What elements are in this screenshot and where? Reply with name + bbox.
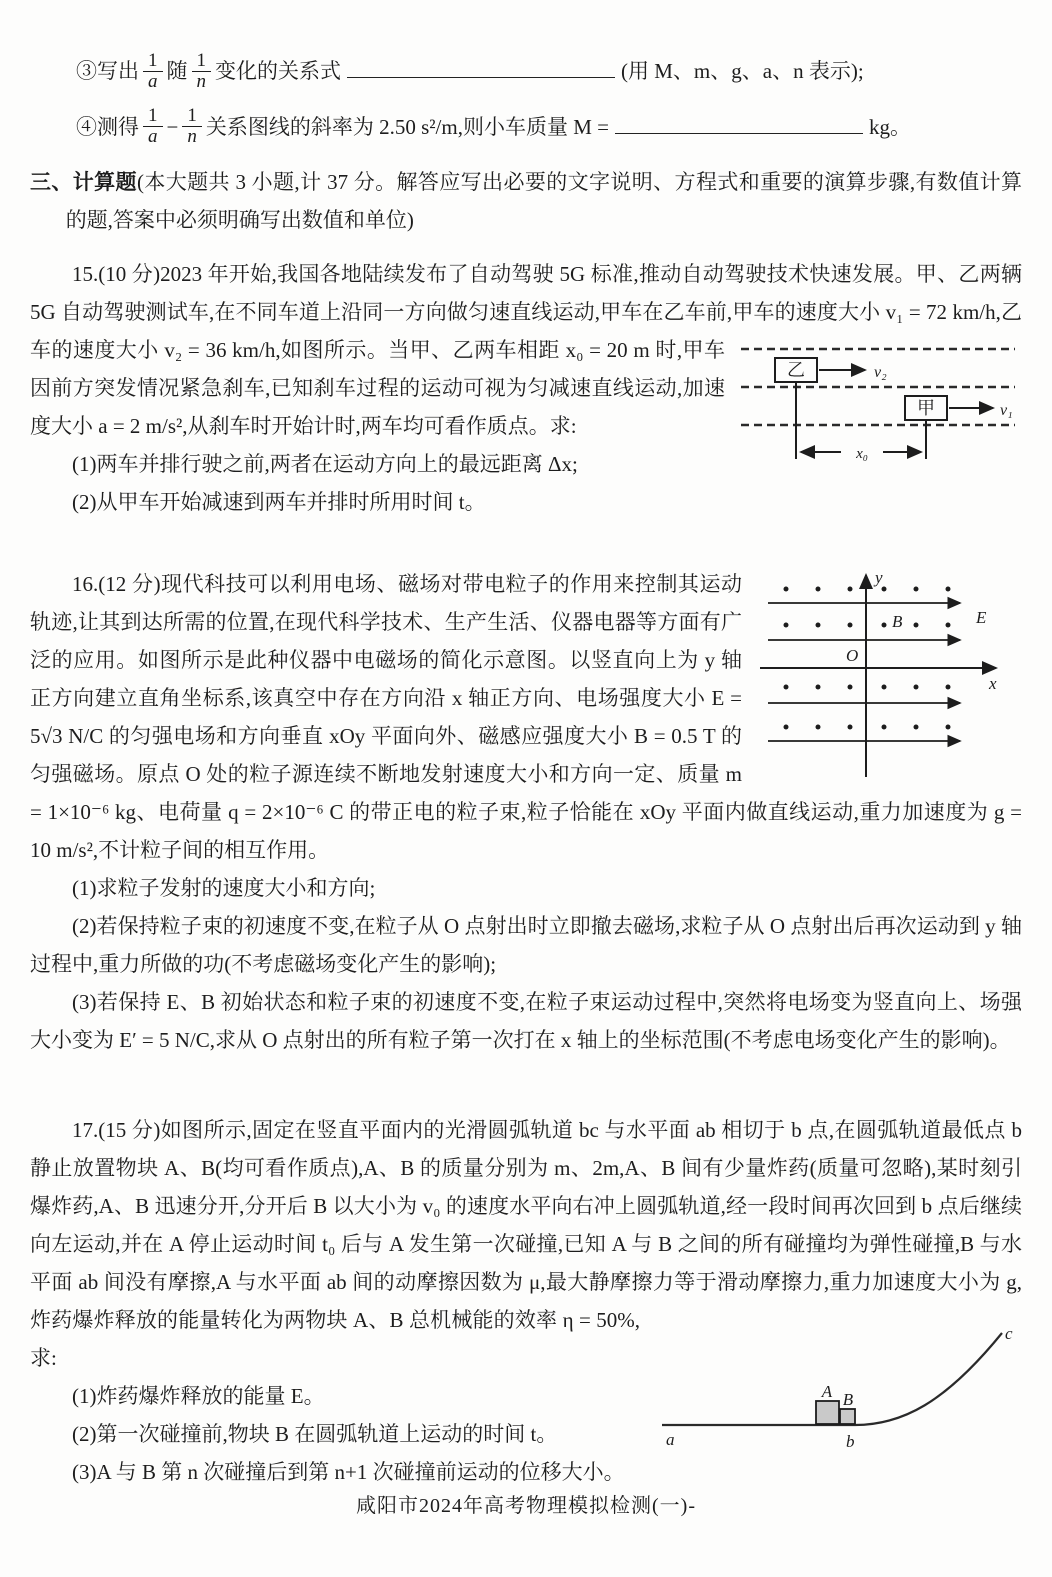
page-footer: 咸阳市2024年高考物理模拟检测(一)- <box>356 1495 696 1517</box>
q15-figure-container <box>737 335 1022 467</box>
question-16-body <box>30 565 1022 869</box>
field-diagram <box>754 565 1022 785</box>
section-label: 三、计算题 <box>30 170 137 195</box>
fraction-1-over-n: $\frac{1}{n}$ <box>182 106 202 147</box>
fraction-1-over-a: $\frac{1}{a}$ <box>143 106 163 147</box>
fraction-1-over-n: $\frac{1}{n}$ <box>192 51 212 92</box>
point-c-label: c <box>1005 1324 1013 1344</box>
answer-blank <box>615 115 863 134</box>
q16-figure-container <box>754 565 1022 785</box>
q16-subquestion-2: (2)若保持粒子束的初速度不变,在粒子从 O 点射出时立即撤去磁场,求粒子从 O 点射出后再次运动到 y 轴过程中,重力所做的功(不考虑磁场变化产生的影响); <box>30 914 1022 977</box>
x0-label: x₀ <box>856 446 868 463</box>
item4-suffix: 关系图线的斜率为 2.50 s²/m,则小车质量 M = <box>205 114 609 139</box>
item4-minus: − <box>166 114 179 139</box>
item3-suffix: 变化的关系式 <box>215 59 341 83</box>
question-15 <box>30 255 1022 521</box>
question-15-body <box>30 255 1022 463</box>
e-field-label: E <box>976 608 987 628</box>
q17-subquestion-1: (1)炸药爆炸释放的能量 E。 <box>72 1384 325 1409</box>
block-B <box>840 1390 855 1424</box>
origin-label: O <box>846 646 859 666</box>
svg-text:甲: 甲 <box>917 398 935 419</box>
q15-text-part1: 15.(10 分)2023 年开始,我国各地陆续发布了自动驾驶 5G 标准,推动自动驾驶技术快速发展。甲、乙两辆 5G 自动驾驶测试车,在不同车道上沿同一方向做匀速直线运动,甲车在乙车前,甲车的速度大小 v₁ = 72 km/h,乙车的速度大小 v₂ = 36 km/h,如图所示。当甲、乙两车相距 x₀ = 20 m <box>30 262 1022 363</box>
question-17 <box>30 1111 1022 1491</box>
experiment-item-3 <box>76 49 1022 94</box>
experiment-item-4 <box>76 105 1022 150</box>
two-cars-diagram <box>737 335 1022 467</box>
item3-mid: 随 <box>166 59 188 83</box>
q15-text-part2: 时,甲车因前方突发情况紧急刹车,已知刹车过程的运动可视为匀减速直线运动,加速度大小 a = 2 m/s²,从刹车时开始计时,两车均可看作质点。求: <box>30 338 725 439</box>
q17-subquestion-2: (2)第一次碰撞前,物块 B 在圆弧轨道上运动的时间 t。 <box>72 1422 558 1447</box>
q17-subquestion-3: (3)A 与 B 第 n 次碰撞后到第 n+1 次碰撞前运动的位移大小。 <box>72 1460 625 1485</box>
q15-subquestion-2: (2)从甲车开始减速到两车并排时所用时间 t。 <box>72 490 486 515</box>
q17-figure-container <box>650 1303 1022 1455</box>
q16-text: 16.(12 分)现代科技可以利用电场、磁场对带电粒子的作用来控制其运动轨迹,让其到达所需的位置,在现代科学技术、生产生活、仪器电器等方面有广泛的应用。如图所示是此种仪器中电磁场的简化示意图。以竖直向上为 y 轴正方向建立直角坐标系,该真空中存在方向沿 x 轴正方向、电场强度大小 E = 5√3 N/C 的匀强电场和方向垂直 xOy 平面向外、磁感应强度大小 B = 0.5 T 的匀强磁场。原点 O 处的粒子源连续不断地发射速度大小和方向一定、质量 m = 1×10⁻⁶ kg、电荷量 q = 2×10⁻⁶ C 的带正电的粒子束,粒子恰能在 xOy 平面内做直线运动,重力加速度为 g = 10 m/s²,不计粒子间的相互作用。 <box>30 572 1022 863</box>
q16-subquestion-1: (1)求粒子发射的速度大小和方向; <box>72 876 376 901</box>
item3-prefix: ③写出 <box>76 59 139 83</box>
field-lines <box>768 603 960 741</box>
svg-text:乙: 乙 <box>787 360 805 381</box>
item3-note: (用 M、m、g、a、n 表示); <box>621 59 864 83</box>
section-heading <box>30 163 1022 239</box>
q17-text-part2: A、B 总机械能的效率 η = 50%,求: <box>30 1308 641 1371</box>
y-axis-label: y <box>875 568 883 588</box>
section-desc: (本大题共 3 小题,计 37 分。解答应写出必要的文字说明、方程式和重要的演算步骤,有数值计算的题,答案中必须明确写出数值和单位) <box>65 170 1023 233</box>
svg-text:A: A <box>821 1382 833 1402</box>
x-axis-label: x <box>989 674 997 694</box>
car-jia <box>905 396 947 420</box>
point-b-label: b <box>846 1432 855 1452</box>
v2-label: v₂ <box>874 364 887 382</box>
svg-text:B: B <box>842 1390 854 1410</box>
q16-subquestion-3: (3)若保持 E、B 初始状态和粒子束的初速度不变,在粒子束运动过程中,突然将电场变为竖直向上、场强大小变为 E′ = 5 N/C,求从 O 点射出的所有粒子第一次打在 x 轴上的坐标范围(不考虑电场变化产生的影响)。 <box>30 990 1022 1053</box>
question-16 <box>30 565 1022 1059</box>
v1-label: v₁ <box>1000 402 1013 420</box>
arc-track-diagram <box>650 1303 1022 1455</box>
fraction-1-over-a: $\frac{1}{a}$ <box>143 51 163 92</box>
item4-prefix: ④测得 <box>76 114 139 139</box>
q17-text-part1: 17.(15 分)如图所示,固定在竖直平面内的光滑圆弧轨道 bc 与水平面 ab 相切于 b 点,在圆弧轨道最低点 b 静止放置物块 A、B(均可看作质点),A、B 的质量分别为 m、2m,A、B 间有少量炸药(质量可忽略),某时刻引爆炸药,A、B 迅速分开,分开后 B 以大小为 v₀ 的速度水平向右冲上圆弧轨道,经一段时间再次回到 b 点后继续向左运动,并在 A 停止运动时间 t₀ 后与 A 发生第一次碰撞,已知 A 与 B 之间的所有碰撞均为弹性碰撞,B 与水平面 ab 间没有摩擦,A 与水平面 ab 间的动摩擦因数为 μ,最大静摩擦力等于滑动摩擦力,重力加速度大小为 g,炸药爆炸释放的能量转化为两物块 <box>30 1118 1022 1333</box>
q15-subquestion-1: (1)两车并排行驶之前,两者在运动方向上的最远距离 Δx; <box>72 452 578 477</box>
answer-blank <box>347 59 615 78</box>
b-field-label: B <box>892 612 903 632</box>
block-A <box>816 1382 839 1424</box>
car-yi <box>775 358 817 382</box>
point-a-label: a <box>666 1430 675 1450</box>
item4-unit: kg。 <box>869 114 911 139</box>
lane-lines <box>741 349 1015 425</box>
